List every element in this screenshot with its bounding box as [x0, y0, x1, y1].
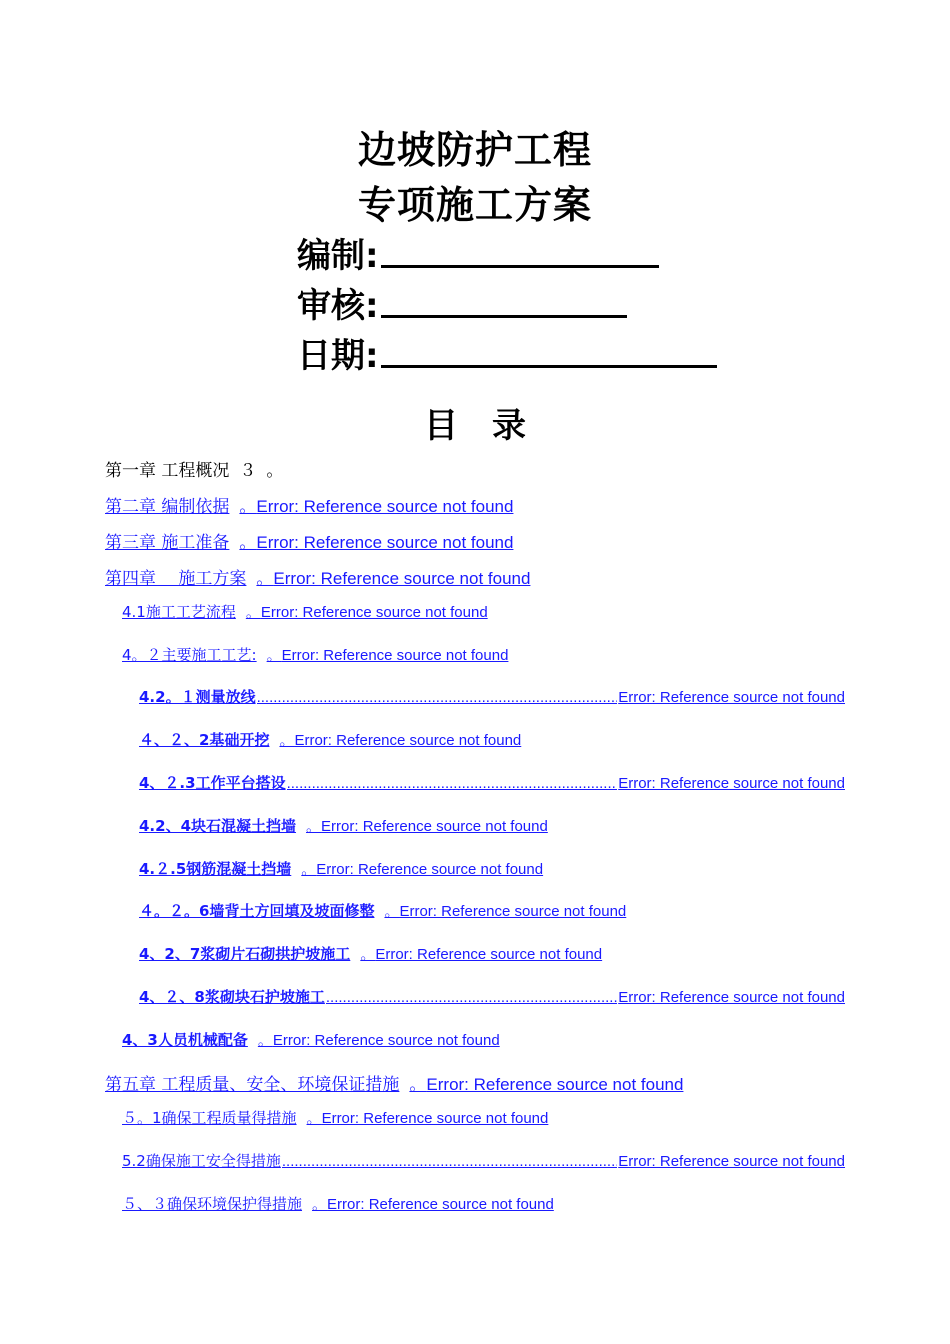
toc-entry-label: 5.2确保施工安全得措施 — [122, 1152, 281, 1170]
toc-entry-page: ３ — [239, 461, 257, 480]
reviewer-label: 审核: — [297, 286, 379, 326]
toc-entry-label: 4.2。１测量放线 — [139, 688, 256, 706]
toc-entry-mark: 。 — [301, 861, 317, 878]
toc-entry-4-2-1[interactable] — [139, 686, 845, 707]
toc-entry-4-3[interactable] — [122, 1029, 500, 1050]
toc-entry-4-2-8[interactable] — [139, 986, 845, 1007]
toc-entry-chapter2[interactable] — [105, 492, 513, 517]
toc-entry-4-2-3[interactable] — [139, 772, 845, 793]
toc-entry-error: Error: Reference source not found — [256, 497, 514, 516]
toc-leader-dots — [282, 1153, 617, 1170]
toc-entry-mark: 。 — [384, 903, 400, 920]
toc-leader-dots — [287, 775, 618, 792]
toc-entry-mark: 。 — [312, 1196, 328, 1213]
toc-entry-4-1[interactable] — [122, 601, 488, 622]
toc-entry-chapter3[interactable] — [105, 528, 513, 553]
toc-entry-error: Error: Reference source not found — [327, 1196, 554, 1213]
toc-entry-4-2-4[interactable] — [139, 815, 548, 836]
date-field — [297, 334, 717, 378]
toc-entry-mark: 。 — [256, 569, 274, 588]
toc-entry-error: Error: Reference source not found — [260, 604, 488, 621]
toc-entry-5-1[interactable] — [122, 1107, 548, 1128]
toc-entry-4-2-6[interactable] — [139, 900, 626, 921]
toc-entry-mark: 。 — [245, 604, 261, 621]
toc-entry-error: Error: Reference source not found — [321, 818, 548, 835]
reviewer-blank-line — [381, 291, 627, 318]
toc-entry-mark: 。 — [306, 1110, 322, 1127]
toc-entry-mark: 。 — [279, 732, 295, 749]
toc-entry-4-2-7[interactable] — [139, 943, 602, 964]
toc-entry-mark: 。 — [409, 1075, 427, 1094]
toc-entry-label: 4、２.3工作平台搭设 — [139, 774, 286, 792]
toc-entry-label: ５。1确保工程质量得措施 — [122, 1109, 297, 1127]
toc-entry-mark: 。 — [306, 818, 322, 835]
toc-entry-mark: 。 — [266, 647, 282, 664]
toc-entry-label: 第二章 编制依据 — [105, 497, 230, 517]
toc-entry-error: Error: Reference source not found — [399, 903, 627, 920]
compiler-label: 编制: — [297, 236, 379, 276]
toc-entry-error: Error: Reference source not found — [618, 989, 845, 1006]
toc-entry-4-2-5[interactable] — [139, 858, 543, 879]
toc-entry-4-2-2[interactable] — [139, 729, 521, 750]
toc-entry-label: ４、２、2基础开挖 — [139, 731, 270, 749]
toc-entry-error: Error: Reference source not found — [618, 775, 845, 792]
toc-entry-error: Error: Reference source not found — [294, 732, 522, 749]
toc-entry-mark: 。 — [360, 946, 376, 963]
document-title-line1: 边坡防护工程 — [357, 128, 592, 172]
toc-entry-label: 4。２主要施工工艺: — [122, 646, 257, 664]
toc-entry-chapter5[interactable] — [105, 1070, 683, 1095]
toc-entry-mark: 。 — [239, 533, 257, 552]
toc-entry-label: 4.２.5钢筋混凝土挡墙 — [139, 860, 292, 878]
toc-entry-label: 4、3人员机械配备 — [122, 1031, 248, 1049]
toc-entry-error: Error: Reference source not found — [316, 861, 544, 878]
toc-entry-error: Error: Reference source not found — [281, 647, 509, 664]
toc-entry-label: 第一章 工程概况 — [105, 461, 230, 481]
toc-entry-error: Error: Reference source not found — [273, 569, 531, 588]
toc-leader-dots — [326, 989, 617, 1006]
toc-entry-error: Error: Reference source not found — [256, 533, 514, 552]
toc-entry-4-2[interactable] — [122, 644, 508, 665]
toc-entry-error: Error: Reference source not found — [375, 946, 603, 963]
toc-entry-mark: 。 — [239, 497, 257, 516]
toc-entry-label: ４。２。6墙背土方回填及坡面修整 — [139, 902, 375, 920]
date-blank-line — [381, 341, 717, 368]
toc-entry-label: 第五章 工程质量、安全、环境保证措施 — [105, 1075, 400, 1095]
toc-entry-label: 4.2、4块石混凝土挡墙 — [139, 817, 297, 835]
toc-entry-error: Error: Reference source not found — [321, 1110, 549, 1127]
toc-entry-label: 第三章 施工准备 — [105, 533, 230, 553]
toc-entry-error: Error: Reference source not found — [618, 1153, 845, 1170]
reviewer-field — [297, 284, 627, 328]
toc-entry-mark: 。 — [257, 1032, 273, 1049]
toc-entry-label: 4.1施工工艺流程 — [122, 603, 236, 621]
toc-entry-error: Error: Reference source not found — [618, 689, 845, 706]
compiler-blank-line — [381, 241, 659, 268]
toc-entry-label: 4、2、7浆砌片石砌拱护坡施工 — [139, 945, 351, 963]
toc-entry-error: Error: Reference source not found — [272, 1032, 500, 1049]
toc-entry-label: 4、２、8浆砌块石护坡施工 — [139, 988, 325, 1006]
toc-entry-5-2[interactable] — [122, 1150, 845, 1171]
toc-leader-dots — [257, 689, 618, 706]
document-title-line2: 专项施工方案 — [357, 183, 592, 227]
date-label: 日期: — [297, 336, 379, 376]
toc-entry-label: ５、３确保环境保护得措施 — [122, 1195, 303, 1213]
toc-entry-5-3[interactable] — [122, 1193, 554, 1214]
toc-entry-chapter1[interactable] — [105, 456, 283, 481]
toc-entry-label: 第四章 施工方案 — [105, 569, 247, 589]
compiler-field — [297, 234, 659, 278]
toc-entry-chapter4[interactable] — [105, 564, 530, 589]
toc-heading: 目 录 — [424, 406, 526, 446]
toc-entry-error: Error: Reference source not found — [426, 1075, 684, 1094]
toc-entry-mark: 。 — [266, 461, 284, 480]
